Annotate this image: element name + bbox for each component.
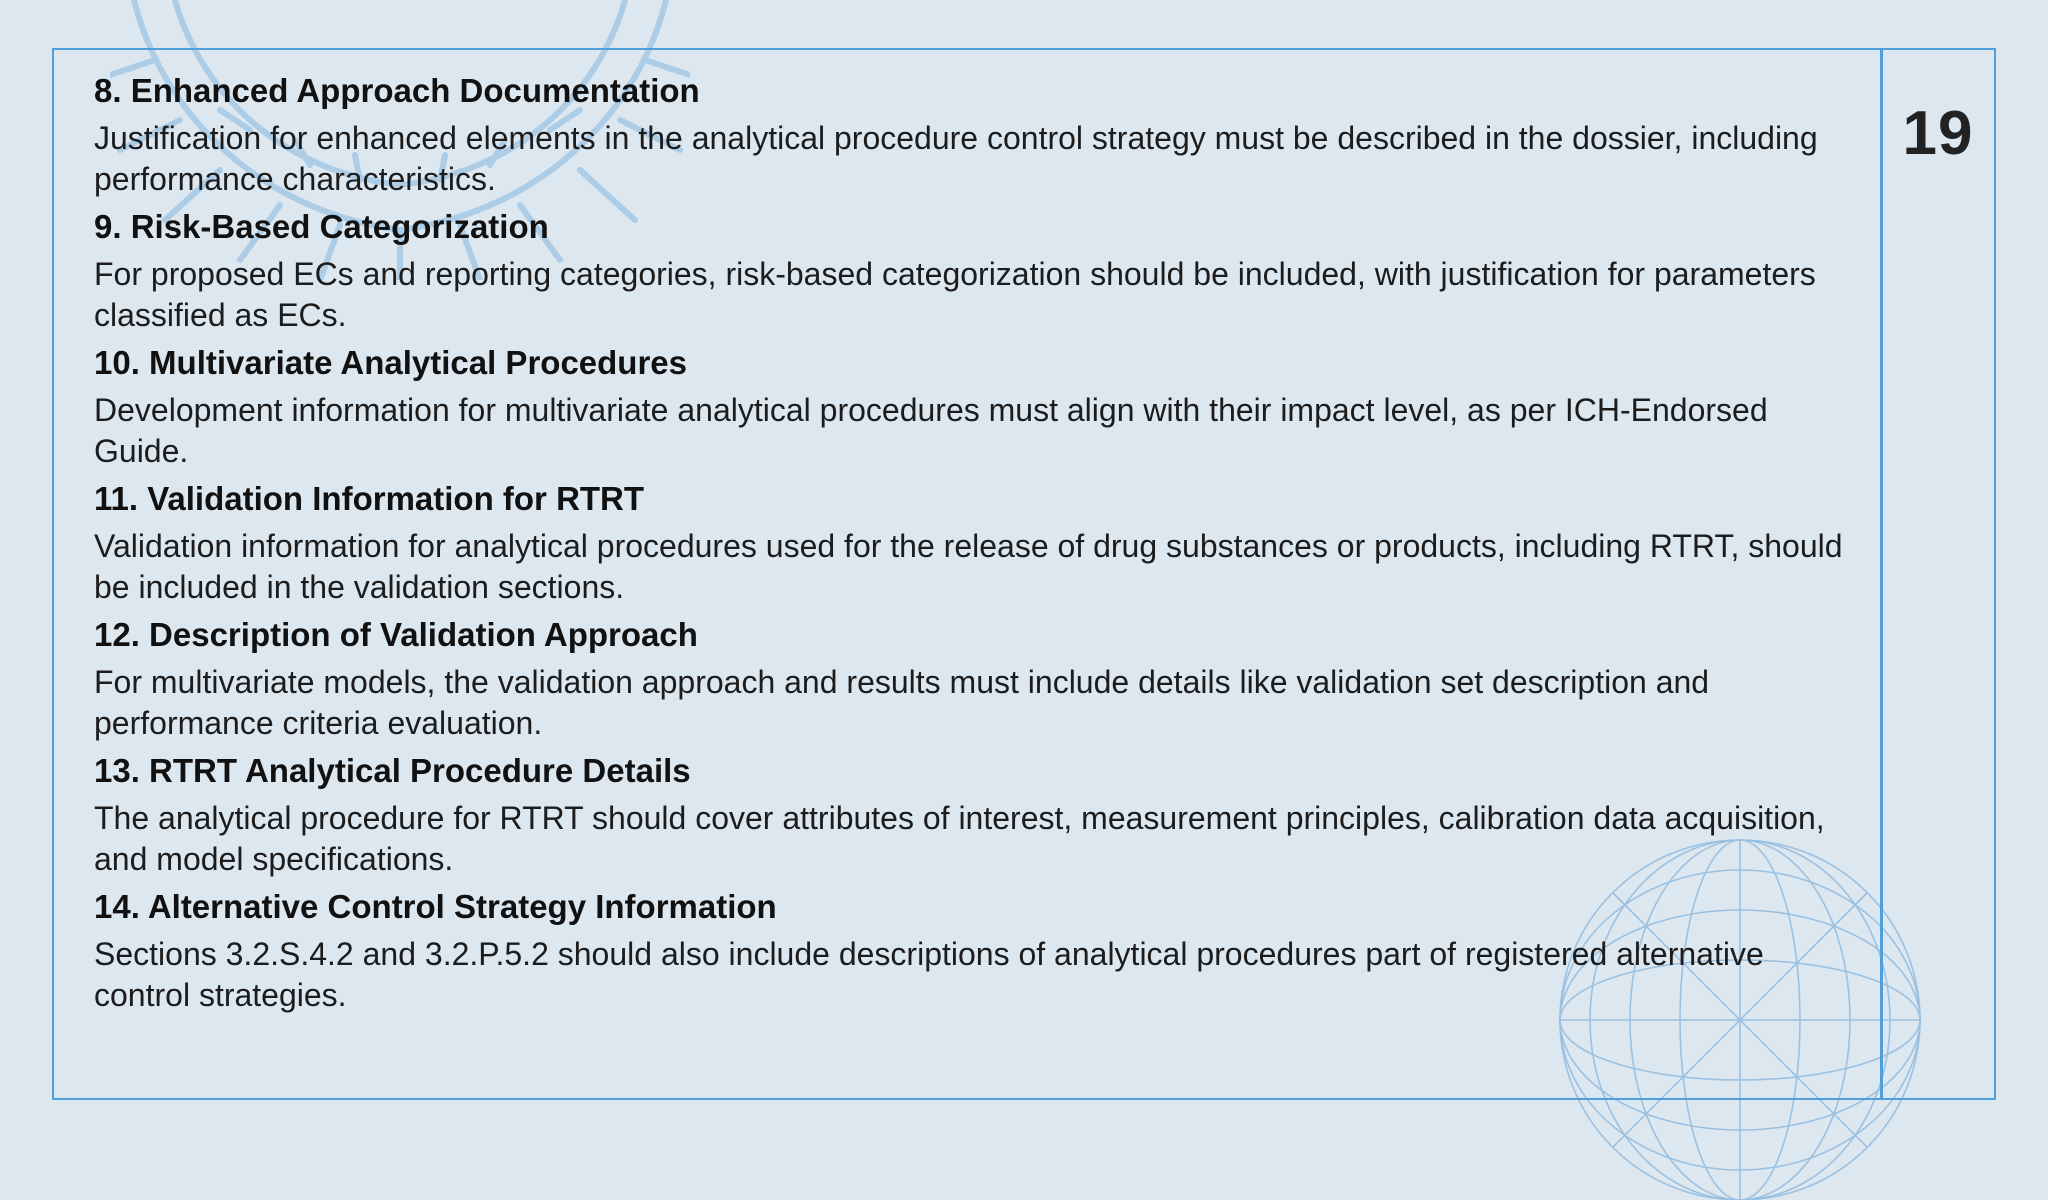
item-heading: 8. Enhanced Approach Documentation (94, 72, 700, 109)
item-heading: 12. Description of Validation Approach (94, 616, 698, 653)
item-body: Development information for multivariate analytical procedures must align with their impact level, as per ICH-Endorsed Guide. (94, 392, 1768, 469)
item-heading: 9. Risk-Based Categorization (94, 208, 549, 245)
list-item (94, 478, 1854, 608)
list-item (94, 886, 1854, 1016)
list-item (94, 342, 1854, 472)
item-body: Justification for enhanced elements in the analytical procedure control strategy must be described in the dossier, including performance characteristics. (94, 120, 1818, 197)
frame-divider (1880, 48, 1883, 1100)
list-item (94, 206, 1854, 336)
list-item (94, 614, 1854, 744)
item-body: For proposed ECs and reporting categories, risk-based categorization should be included, with justification for parameters classified as ECs. (94, 256, 1816, 333)
item-heading: 14. Alternative Control Strategy Information (94, 888, 777, 925)
page-number: 19 (1902, 99, 1974, 168)
slide-content (94, 70, 1854, 1022)
item-heading: 10. Multivariate Analytical Procedures (94, 344, 688, 381)
list-item (94, 70, 1854, 200)
item-body: The analytical procedure for RTRT should cover attributes of interest, measurement principles, calibration data acquisition, and model specifications. (94, 800, 1825, 877)
item-heading: 11. Validation Information for RTRT (94, 480, 645, 517)
item-body: For multivariate models, the validation approach and results must include details like validation set description and performance criteria evaluation. (94, 664, 1710, 741)
item-body: Validation information for analytical procedures used for the release of drug substances or products, including RTRT, should be included in the validation sections. (94, 528, 1843, 605)
item-body: Sections 3.2.S.4.2 and 3.2.P.5.2 should also include descriptions of analytical procedures part of registered alternative control strategies. (94, 936, 1764, 1013)
list-item (94, 750, 1854, 880)
item-heading: 13. RTRT Analytical Procedure Details (94, 752, 691, 789)
